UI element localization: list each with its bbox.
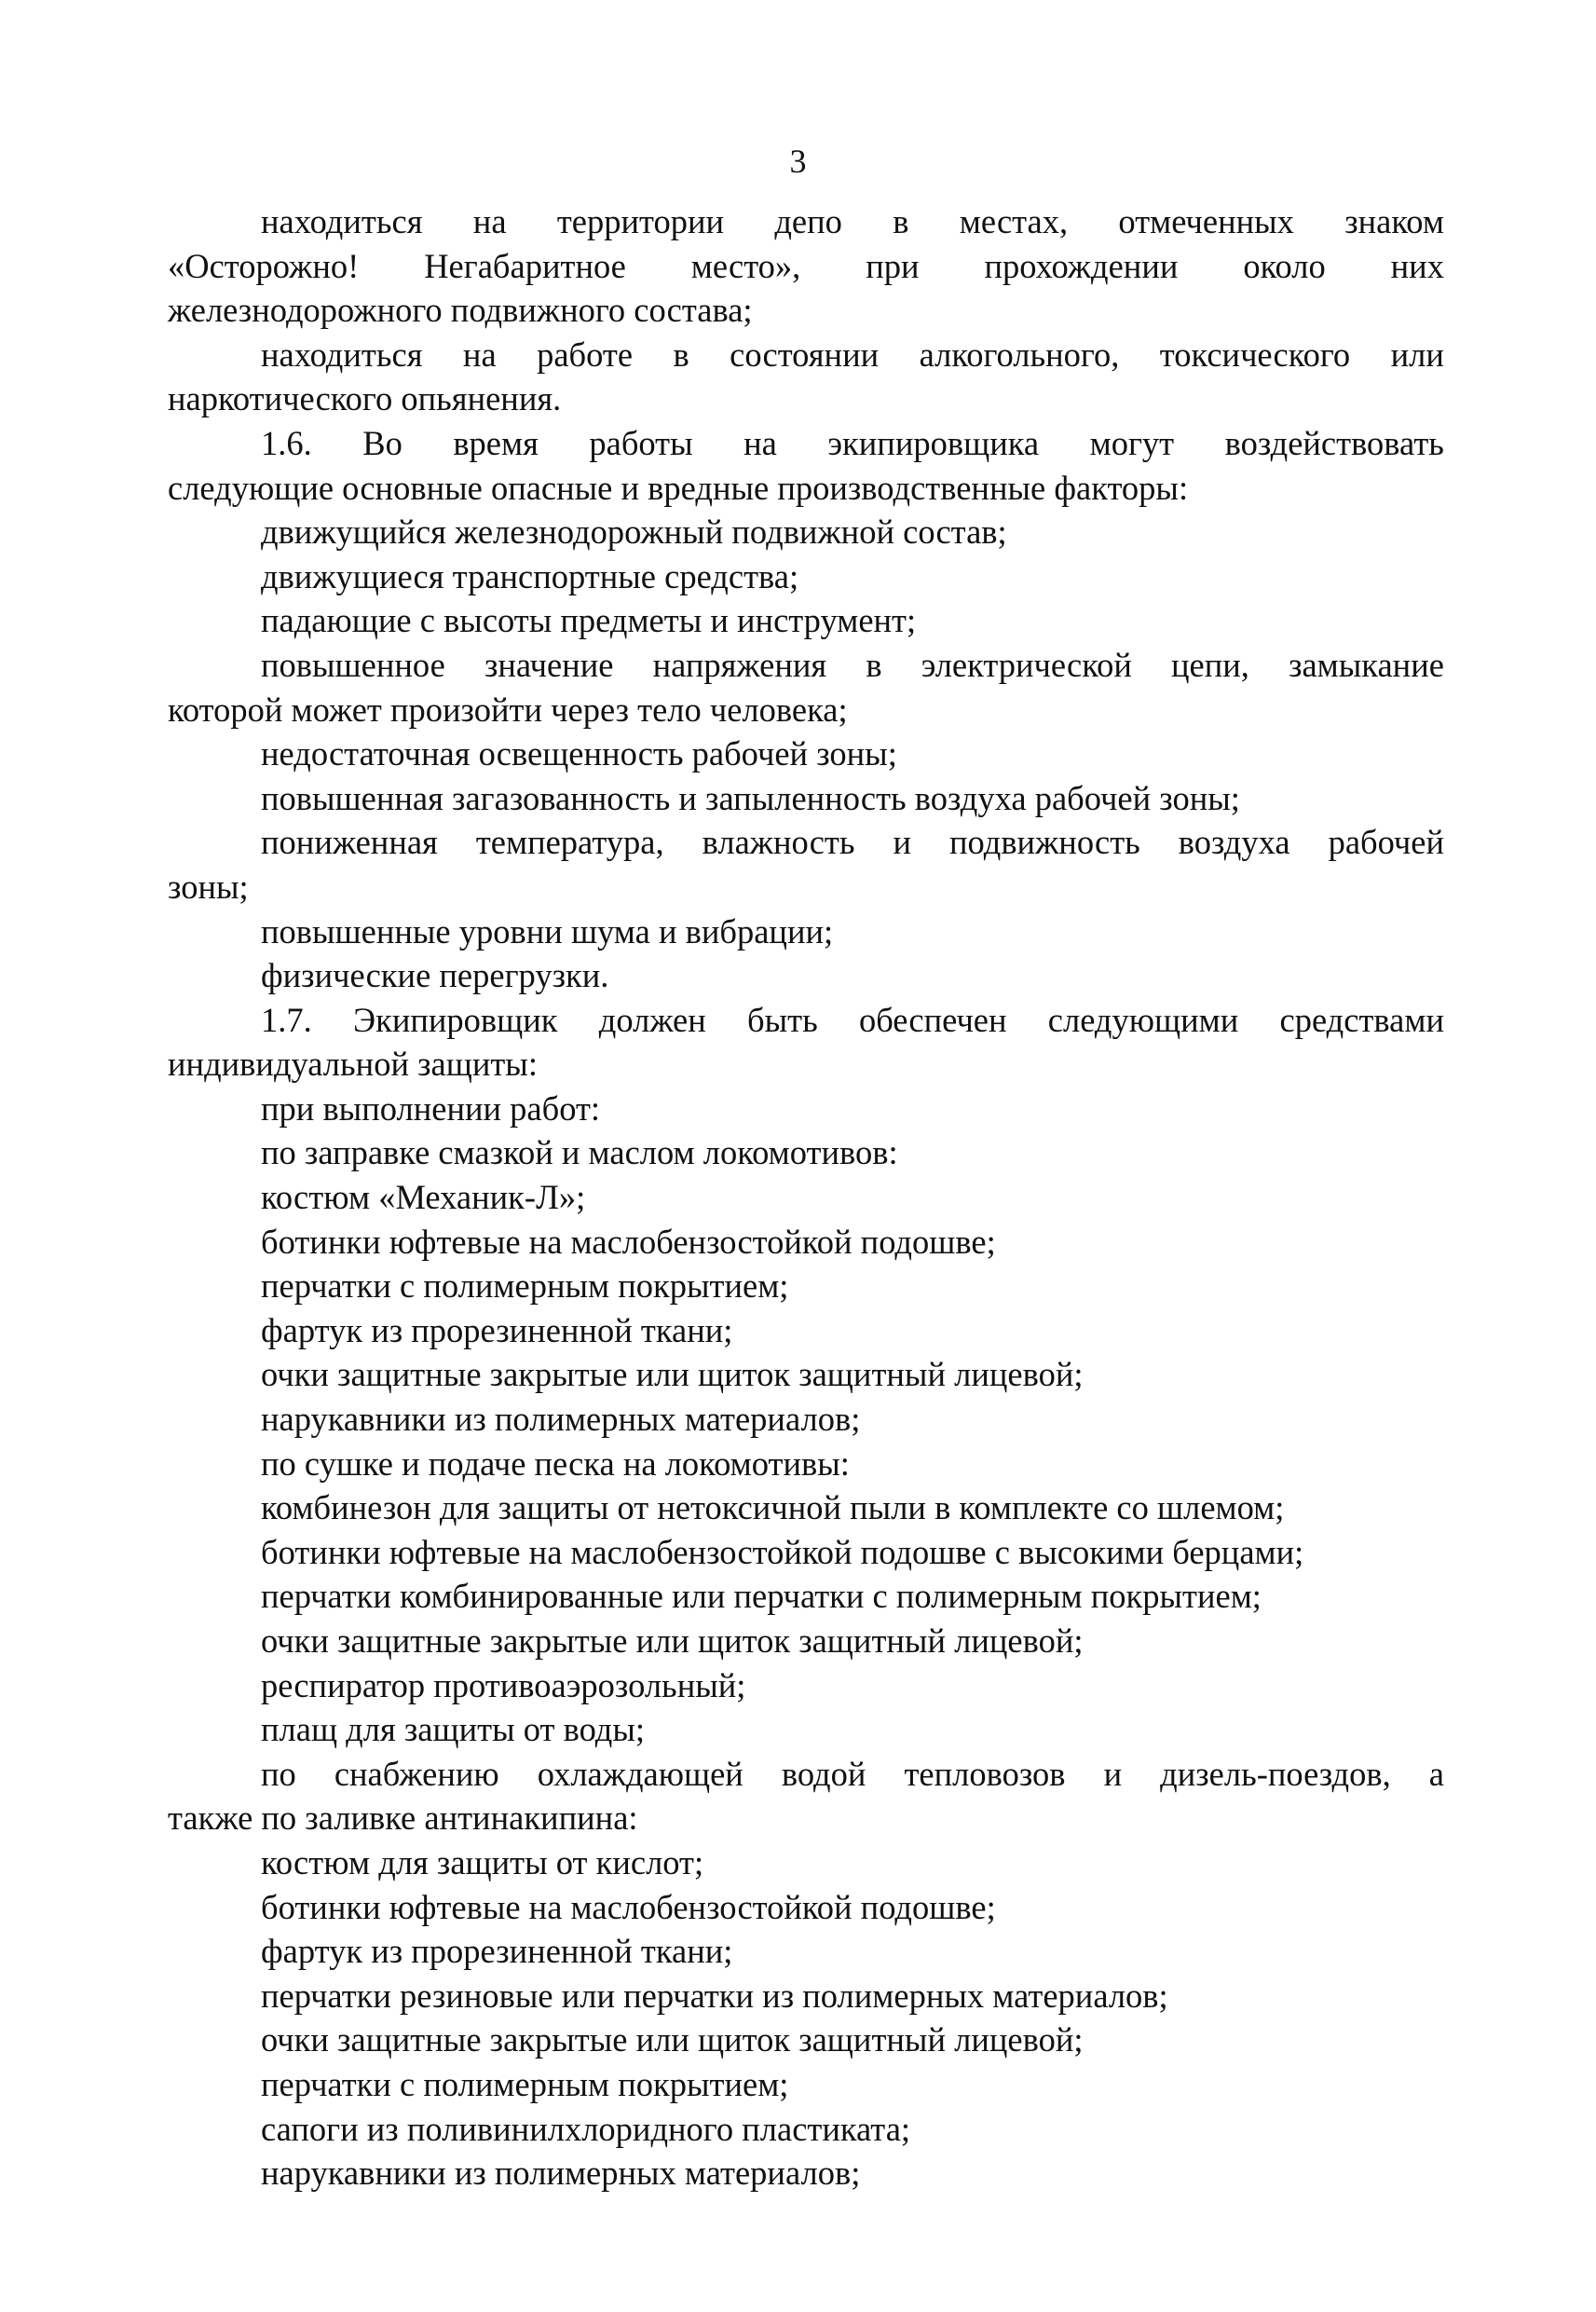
word: находиться	[261, 202, 423, 240]
word: а	[1428, 1754, 1444, 1793]
text-line: зоны;	[168, 867, 249, 906]
word: при	[866, 246, 920, 285]
text-line	[168, 1752, 1444, 1797]
text-line: ботинки юфтевые на маслобензостойкой подошве;	[261, 1887, 996, 1926]
text-line: следующие основные опасные и вредные производственные факторы:	[168, 468, 1189, 507]
text-line: по сушке и подаче песка на локомотивы:	[261, 1443, 850, 1483]
word: в	[893, 202, 909, 240]
text-line: очки защитные закрытые или щиток защитный лицевой;	[261, 2020, 1084, 2059]
text-line: недостаточная освещенность рабочей зоны;	[261, 734, 897, 773]
word: находиться	[261, 335, 423, 374]
document-body	[168, 199, 1444, 2196]
text-line: по заправке смазкой и маслом локомотивов:	[261, 1133, 898, 1172]
word: алкогольного,	[919, 335, 1120, 374]
text-line: повышенные уровни шума и вибрации;	[261, 911, 834, 951]
word: время	[453, 423, 539, 462]
text-line: при выполнении работ:	[261, 1088, 601, 1128]
word: на	[743, 423, 777, 462]
word: Экипировщик	[352, 1000, 558, 1039]
word: тепловозов	[904, 1754, 1066, 1793]
text-line	[168, 421, 1444, 466]
text-line: физические перегрузки.	[261, 956, 609, 995]
word: отмеченных	[1118, 202, 1294, 240]
text-line: очки защитные закрытые или щиток защитный лицевой;	[261, 1355, 1084, 1394]
text-line: индивидуальной защиты:	[168, 1045, 538, 1084]
text-line: ботинки юфтевые на маслобензостойкой подошве;	[261, 1222, 996, 1261]
word: дизель-поездов,	[1160, 1754, 1391, 1793]
text-line: повышенная загазованность и запыленность воздуха рабочей зоны;	[261, 778, 1240, 817]
word: влажность	[702, 823, 855, 862]
word: в	[866, 645, 882, 684]
text-line: костюм для защиты от кислот;	[261, 1842, 704, 1881]
word: в	[673, 335, 689, 374]
text-line	[168, 643, 1444, 688]
word: повышенное	[261, 645, 445, 684]
word: знаком	[1344, 202, 1444, 240]
text-line: нарукавники из полимерных материалов;	[261, 2154, 861, 2193]
page-number: 3	[789, 143, 807, 180]
text-line: перчатки резиновые или перчатки из полимерных материалов;	[261, 1976, 1168, 2015]
word: рабочей	[1328, 823, 1444, 862]
word: средствами	[1279, 1000, 1444, 1039]
word: работе	[537, 335, 634, 374]
text-line: движущийся железнодорожный подвижной состав;	[261, 513, 1007, 552]
word: на	[472, 202, 507, 240]
text-line: костюм «Механик-Л»;	[261, 1178, 586, 1217]
word: 1.7.	[261, 1000, 312, 1039]
word: цепи,	[1171, 645, 1249, 684]
word: и	[893, 823, 912, 862]
word: или	[1390, 335, 1444, 374]
text-line: нарукавники из полимерных материалов;	[261, 1400, 861, 1439]
word: следующими	[1047, 1000, 1239, 1039]
word: снабжению	[334, 1754, 499, 1793]
word: местах,	[959, 202, 1069, 240]
text-line: железнодорожного подвижного состава;	[168, 291, 753, 330]
word: должен	[598, 1000, 706, 1039]
word: них	[1390, 246, 1444, 285]
word: подвижность	[949, 823, 1140, 862]
word: быть	[747, 1000, 818, 1039]
text-line	[168, 333, 1444, 377]
word: территории	[556, 202, 725, 240]
word: токсического	[1159, 335, 1351, 374]
word: замыкание	[1289, 645, 1444, 684]
word: электрической	[921, 645, 1132, 684]
text-line	[168, 820, 1444, 865]
text-line: очки защитные закрытые или щиток защитный лицевой;	[261, 1621, 1084, 1660]
text-line	[168, 244, 1444, 289]
word: экипировщика	[827, 423, 1040, 462]
word: температура,	[475, 823, 664, 862]
word: прохождении	[984, 246, 1179, 285]
word: воздействовать	[1224, 423, 1444, 462]
word: Негабаритное	[424, 246, 626, 285]
word: воздуха	[1178, 823, 1290, 862]
word: могут	[1089, 423, 1175, 462]
text-line: плащ для защиты от воды;	[261, 1710, 645, 1749]
word: место»,	[690, 246, 801, 285]
text-line: движущиеся транспортные средства;	[261, 556, 799, 595]
word: на	[462, 335, 497, 374]
text-line: которой может произойти через тело человека;	[168, 690, 848, 729]
word: и	[1103, 1754, 1123, 1793]
word: обеспечен	[858, 1000, 1007, 1039]
word: депо	[774, 202, 842, 240]
text-line	[168, 199, 1444, 244]
text-line: перчатки с полимерным покрытием;	[261, 1266, 789, 1306]
word: по	[261, 1754, 296, 1793]
word: 1.6.	[261, 423, 312, 462]
text-line: также по заливке антинакипина:	[168, 1799, 638, 1838]
text-line: ботинки юфтевые на маслобензостойкой подошве с высокими берцами;	[261, 1532, 1304, 1571]
text-line: наркотического опьянения.	[168, 379, 562, 418]
word: состоянии	[730, 335, 880, 374]
word: охлаждающей	[537, 1754, 743, 1793]
word: «Осторожно!	[168, 246, 360, 285]
word: Во	[362, 423, 402, 462]
word: пониженная	[261, 823, 438, 862]
word: водой	[781, 1754, 866, 1793]
text-line: падающие с высоты предметы и инструмент;	[261, 601, 917, 640]
word: напряжения	[652, 645, 827, 684]
text-line	[168, 998, 1444, 1043]
text-line: респиратор противоаэрозольный;	[261, 1665, 746, 1704]
word: около	[1243, 246, 1326, 285]
word: работы	[589, 423, 693, 462]
word: значение	[484, 645, 614, 684]
text-line: фартук из прорезиненной ткани;	[261, 1310, 733, 1349]
text-line: комбинезон для защиты от нетоксичной пыли в комплекте со шлемом;	[261, 1488, 1285, 1527]
text-line: перчатки с полимерным покрытием;	[261, 2064, 789, 2103]
text-line: фартук из прорезиненной ткани;	[261, 1932, 733, 1971]
text-line: сапоги из поливинилхлоридного пластиката;	[261, 2109, 911, 2148]
text-line: перчатки комбинированные или перчатки с полимерным покрытием;	[261, 1577, 1262, 1616]
